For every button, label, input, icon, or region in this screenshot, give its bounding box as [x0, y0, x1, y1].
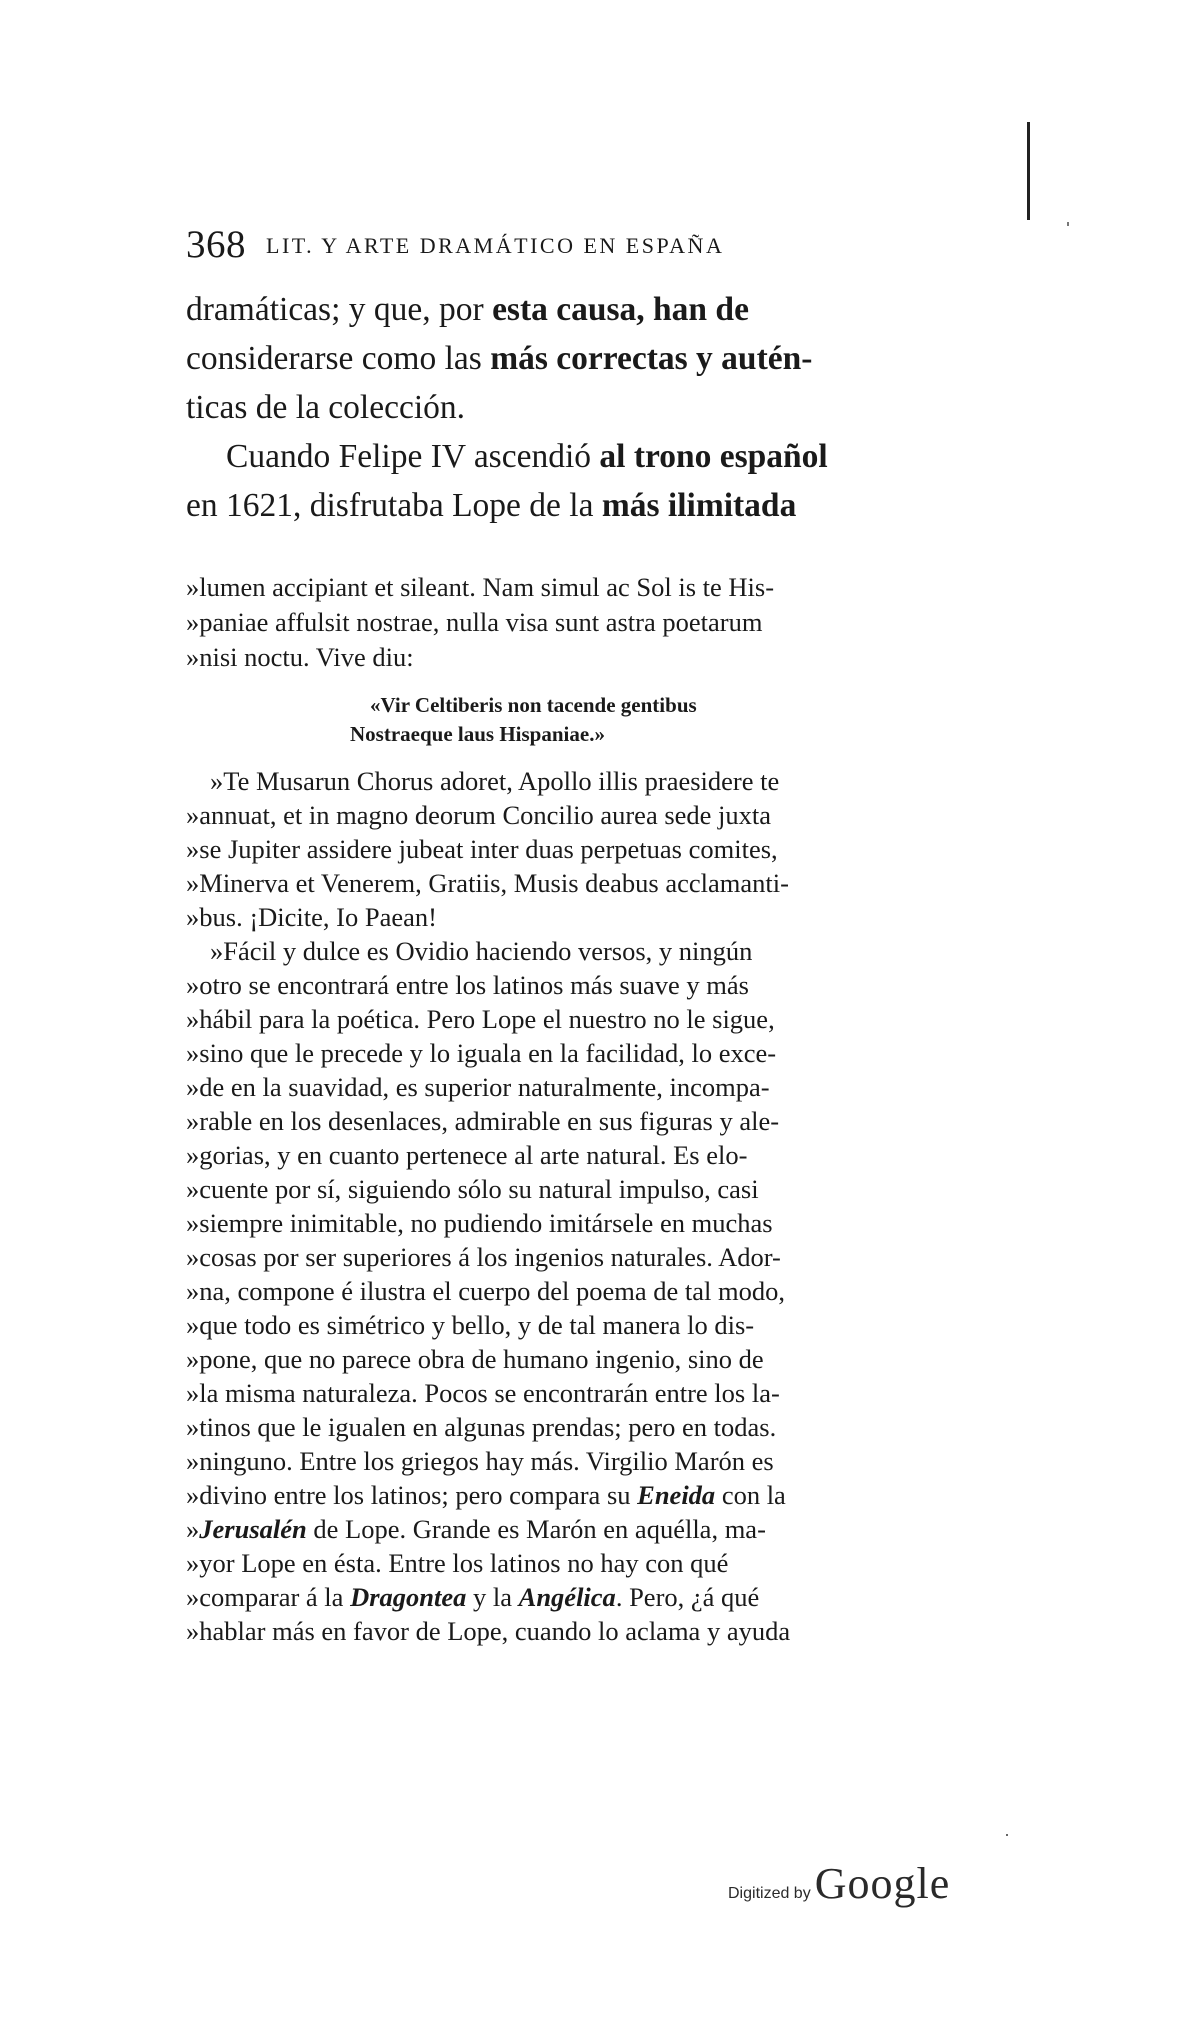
scan-edge-mark	[1027, 122, 1030, 220]
body-line: considerarse como las más correctas y autén-	[186, 340, 813, 377]
footnote-text: »divino entre los latinos; pero compara su	[186, 1480, 638, 1510]
running-header	[186, 222, 1066, 268]
footnote-line: »pone, que no parece obra de humano ingenio, sino de	[186, 1344, 764, 1374]
body-line: ticas de la colección.	[186, 389, 466, 426]
footnote-line: »siempre inimitable, no pudiendo imitársele en muchas	[186, 1208, 773, 1238]
body-line: Cuando Felipe IV ascendió al trono español	[226, 438, 828, 475]
watermark-prefix: Digitized by	[728, 1885, 811, 1902]
footnote-line	[186, 1580, 759, 1614]
footnote-text: de Lope. Grande es Marón en aquélla, ma-	[306, 1514, 766, 1544]
work-title-angelica: Angélica	[518, 1582, 616, 1612]
footnote-line: »paniae affulsit nostrae, nulla visa sunt astra poetarum	[186, 607, 763, 637]
footnote-line: »annuat, et in magno deorum Concilio aurea sede juxta	[186, 800, 772, 830]
footnote-line: »sino que le precede y lo iguala en la facilidad, lo exce-	[186, 1038, 777, 1068]
footnote-line: »de en la suavidad, es superior naturalmente, incompa-	[186, 1072, 770, 1102]
scan-speck	[1006, 1834, 1008, 1836]
body-line: dramáticas; y que, por esta causa, han de	[186, 291, 749, 328]
footnote-line: »la misma naturaleza. Pocos se encontrarán entre los la-	[186, 1378, 780, 1408]
work-title-eneida: Eneida	[637, 1480, 716, 1510]
footnote-text: »	[186, 1514, 200, 1544]
verse-line: Nostraeque laus Hispaniae.»	[350, 722, 605, 746]
footnote-line: »nisi noctu. Vive diu:	[186, 642, 414, 672]
google-logo: Google	[814, 1859, 951, 1908]
footnote-text: . Pero, ¿á qué	[615, 1582, 760, 1612]
footnote-line: »ninguno. Entre los griegos hay más. Virgilio Marón es	[186, 1446, 774, 1476]
footnote-line: »gorias, y en cuanto pertenece al arte natural. Es elo-	[186, 1140, 748, 1170]
footnote-text: y la	[466, 1582, 519, 1612]
footnote-line: »na, compone é ilustra el cuerpo del poema de tal modo,	[186, 1276, 785, 1306]
footnote-line: »rable en los desenlaces, admirable en sus figuras y ale-	[186, 1106, 780, 1136]
verse-line: «Vir Celtiberis non tacende gentibus	[370, 693, 697, 717]
footnote-text: con la	[715, 1480, 786, 1510]
work-title-dragontea: Dragontea	[350, 1582, 467, 1612]
footnote-line: »Te Musarun Chorus adoret, Apollo illis praesidere te	[210, 766, 780, 796]
footnote-line: »cosas por ser superiores á los ingenios naturales. Ador-	[186, 1242, 781, 1272]
footnote-line: »Minerva et Venerem, Gratiis, Musis deabus acclamanti-	[186, 868, 789, 898]
running-title: LIT. Y ARTE DRAMÁTICO EN ESPAÑA	[266, 233, 725, 258]
page-number: 368	[186, 223, 246, 266]
footnote-line: »hábil para la poética. Pero Lope el nuestro no le sigue,	[186, 1004, 775, 1034]
scan-speck	[1067, 222, 1069, 226]
footnote-line: »hablar más en favor de Lope, cuando lo aclama y ayuda	[186, 1616, 791, 1646]
digitized-by-google-watermark	[728, 1858, 950, 1909]
footnote-line: »Fácil y dulce es Ovidio haciendo versos, y ningún	[210, 936, 753, 966]
footnote-line: »cuente por sí, siguiendo sólo su natural impulso, casi	[186, 1174, 759, 1204]
footnote-line: »lumen accipiant et sileant. Nam simul ac Sol is te His-	[186, 572, 775, 602]
footnote-line: »se Jupiter assidere jubeat inter duas perpetuas comites,	[186, 834, 778, 864]
footnote-line: »otro se encontrará entre los latinos más suave y más	[186, 970, 749, 1000]
footnote-line: »tinos que le igualen en algunas prendas; pero en todas.	[186, 1412, 777, 1442]
footnote-line	[186, 1478, 786, 1512]
footnote-line: »que todo es simétrico y bello, y de tal manera lo dis-	[186, 1310, 755, 1340]
footnote-line	[186, 1512, 766, 1546]
work-title-jerusalen: Jerusalén	[199, 1514, 307, 1544]
footnote-line: »yor Lope en ésta. Entre los latinos no hay con qué	[186, 1548, 729, 1578]
footnote-line: »bus. ¡Dicite, Io Paean!	[186, 902, 437, 932]
footnote-text: »comparar á la	[186, 1582, 351, 1612]
body-line: en 1621, disfrutaba Lope de la más ilimitada	[186, 487, 797, 524]
